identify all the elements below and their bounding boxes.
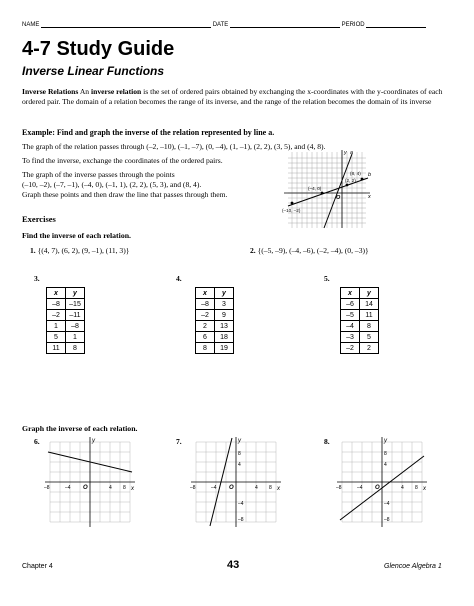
exercise-5-table: [340, 287, 379, 354]
exercise-7-label-x: x: [277, 486, 280, 492]
table-row: [196, 321, 234, 332]
exercise-1: [30, 246, 129, 256]
exercise-8-tick-p8: 8: [415, 485, 418, 491]
exercise-7-label-origin: O: [229, 485, 234, 491]
col-x: x: [341, 288, 360, 299]
cell: 5: [47, 332, 66, 343]
exercise-8-tick-y-m8: –8: [384, 517, 390, 523]
cell: –2: [47, 310, 66, 321]
col-x: x: [196, 288, 215, 299]
example-point-2-2: [346, 184, 349, 187]
example-point-m4-0: [321, 192, 324, 195]
exercise-4-number: 4.: [176, 274, 182, 283]
table-header-row: [341, 288, 379, 299]
example-label-m10-m2: (–10, –2): [282, 208, 301, 213]
exercise-7-tick-p8: 8: [269, 485, 272, 491]
table-row: [341, 332, 379, 343]
example-heading: Example: Find and graph the inverse of the relation represented by line a.: [22, 128, 275, 137]
table-row: [47, 332, 85, 343]
table-row: [196, 343, 234, 354]
exercise-8-label-x: x: [423, 486, 426, 492]
example-label-b: b: [368, 172, 372, 178]
intro-paragraph: [22, 87, 454, 107]
exercise-3-table: [46, 287, 85, 354]
exercise-1-number: 1.: [30, 246, 36, 255]
exercises-heading: Exercises: [22, 214, 56, 224]
cell: –6: [341, 299, 360, 310]
example-label-a: a: [350, 150, 354, 156]
cell: 8: [66, 343, 85, 354]
cell: 18: [215, 332, 234, 343]
exercise-1-set: {(4, 7), (6, 2), (9, –1), (11, 3)}: [37, 246, 130, 255]
exercise-6-graph: [42, 434, 138, 530]
name-line: [41, 27, 211, 28]
cell: 2: [360, 343, 379, 354]
name-label: NAME: [22, 22, 40, 28]
cell: –3: [341, 332, 360, 343]
exercise-8-label-origin: O: [375, 485, 380, 491]
intro-text: is the set of ordered pairs obtained by exchanging the x-coordinates with the y-coordinates of each ordered pair. The domain of a relation becomes the range of its inverse, and the range of the relation becomes the domain of its inverse: [22, 87, 443, 106]
exercise-6-tick-p8: 8: [123, 485, 126, 491]
cell: 2: [196, 321, 215, 332]
page-subtitle: Inverse Linear Functions: [22, 64, 165, 78]
table-header-row: [47, 288, 85, 299]
exercise-7-tick-m8: –8: [190, 485, 196, 491]
example-line1: The graph of the relation passes through (–2, –10), (–1, –7), (0, –4), (1, –1), (2, 2), (3, 5), and (4, 8).: [22, 142, 326, 151]
table-header-row: [196, 288, 234, 299]
example-line-b: [288, 178, 368, 206]
exercise-6-label-origin: O: [83, 485, 88, 491]
example-line5: Graph these points and then draw the line that passes through them.: [22, 190, 228, 199]
exercise-6-tick-m4: –4: [65, 485, 71, 491]
col-y: y: [66, 288, 85, 299]
example-label-m4-0: (–4, 0): [308, 186, 322, 191]
col-y: y: [215, 288, 234, 299]
period-label: PERIOD: [341, 22, 365, 28]
cell: –8: [66, 321, 85, 332]
exercise-7-tick-y-m4: –4: [238, 501, 244, 507]
page-title: 4-7 Study Guide: [22, 38, 175, 60]
cell: 5: [360, 332, 379, 343]
exercise-8-number: 8.: [324, 437, 330, 446]
exercise-6-label-y: y: [92, 438, 95, 444]
cell: –11: [66, 310, 85, 321]
cell: –5: [341, 310, 360, 321]
period-line: [366, 27, 426, 28]
date-line: [230, 27, 340, 28]
table-row: [341, 321, 379, 332]
footer-chapter: Chapter 4: [22, 563, 53, 570]
exercise-8-tick-m8: –8: [336, 485, 342, 491]
col-y: y: [360, 288, 379, 299]
example-line3: The graph of the inverse passes through the points: [22, 170, 175, 179]
exercise-5-number: 5.: [324, 274, 330, 283]
cell: 6: [196, 332, 215, 343]
cell: –15: [66, 299, 85, 310]
cell: 1: [47, 321, 66, 332]
footer-publisher: Glencoe Algebra 1: [384, 563, 442, 570]
table-row: [47, 321, 85, 332]
cell: –8: [196, 299, 215, 310]
exercise-7-tick-p4: 4: [255, 485, 258, 491]
cell: 8: [196, 343, 215, 354]
cell: 11: [360, 310, 379, 321]
example-point-8-4: [361, 178, 364, 181]
exercise-8-graph: [334, 434, 430, 530]
example-point-m10-m2: [291, 202, 294, 205]
exercise-7-label-y: y: [238, 438, 241, 444]
table-row: [47, 299, 85, 310]
cell: 13: [215, 321, 234, 332]
exercise-7-number: 7.: [176, 437, 182, 446]
exercise-7-tick-y-p8: 8: [238, 451, 241, 457]
cell: 9: [215, 310, 234, 321]
exercise-2-number: 2.: [250, 246, 256, 255]
example-line-a: [324, 154, 352, 228]
example-label-y: y: [344, 150, 347, 156]
col-x: x: [47, 288, 66, 299]
exercise-8-tick-y-m4: –4: [384, 501, 390, 507]
header: [22, 22, 452, 28]
cell: –2: [341, 343, 360, 354]
example-line4: (–10, –2), (–7, –1), (–4, 0), (–1, 1), (2, 2), (5, 3), and (8, 4).: [22, 180, 202, 189]
example-label-x: x: [368, 194, 371, 200]
exercise-6-number: 6.: [34, 437, 40, 446]
example-grid: [288, 152, 366, 228]
cell: –8: [47, 299, 66, 310]
exercise-8-tick-p4: 4: [401, 485, 404, 491]
exercise-2: [250, 246, 369, 256]
table-row: [341, 299, 379, 310]
cell: 8: [360, 321, 379, 332]
exercise-6-tick-m8: –8: [44, 485, 50, 491]
table-row: [196, 299, 234, 310]
exercise-8-tick-m4: –4: [357, 485, 363, 491]
exercise-8-tick-y-p4: 4: [384, 462, 387, 468]
example-label-origin: O: [336, 195, 341, 201]
find-inverse-heading: Find the inverse of each relation.: [22, 231, 132, 240]
exercise-6-tick-p4: 4: [109, 485, 112, 491]
table-row: [196, 310, 234, 321]
exercise-7-tick-m4: –4: [211, 485, 217, 491]
exercise-7-tick-y-m8: –8: [238, 517, 244, 523]
intro-term-heading: Inverse Relations: [22, 87, 79, 96]
example-line2: To find the inverse, exchange the coordinates of the ordered pairs.: [22, 156, 223, 165]
table-row: [47, 310, 85, 321]
cell: –4: [341, 321, 360, 332]
cell: 19: [215, 343, 234, 354]
cell: 3: [215, 299, 234, 310]
intro-inverse-relation: inverse relation: [91, 87, 142, 96]
table-row: [196, 332, 234, 343]
example-label-8-4: (8, 4): [350, 171, 361, 176]
date-label: DATE: [212, 22, 229, 28]
exercise-8-label-y: y: [384, 438, 387, 444]
example-label-2-2: (2, 2): [345, 178, 356, 183]
exercise-6-label-x: x: [131, 486, 134, 492]
cell: 1: [66, 332, 85, 343]
exercise-4-table: [195, 287, 234, 354]
table-row: [47, 343, 85, 354]
exercise-7-tick-y-p4: 4: [238, 462, 241, 468]
graph-inverse-heading: Graph the inverse of each relation.: [22, 424, 138, 433]
exercise-7-graph: [188, 434, 284, 530]
table-row: [341, 343, 379, 354]
footer-page-number: 43: [227, 559, 240, 571]
example-graph: [280, 148, 376, 230]
intro-an: An: [79, 87, 90, 96]
exercise-8-tick-y-p8: 8: [384, 451, 387, 457]
cell: 14: [360, 299, 379, 310]
cell: 11: [47, 343, 66, 354]
cell: –2: [196, 310, 215, 321]
exercise-3-number: 3.: [34, 274, 40, 283]
table-row: [341, 310, 379, 321]
exercise-2-set: {(–5, –9), (–4, –6), (–2, –4), (0, –3)}: [257, 246, 369, 255]
